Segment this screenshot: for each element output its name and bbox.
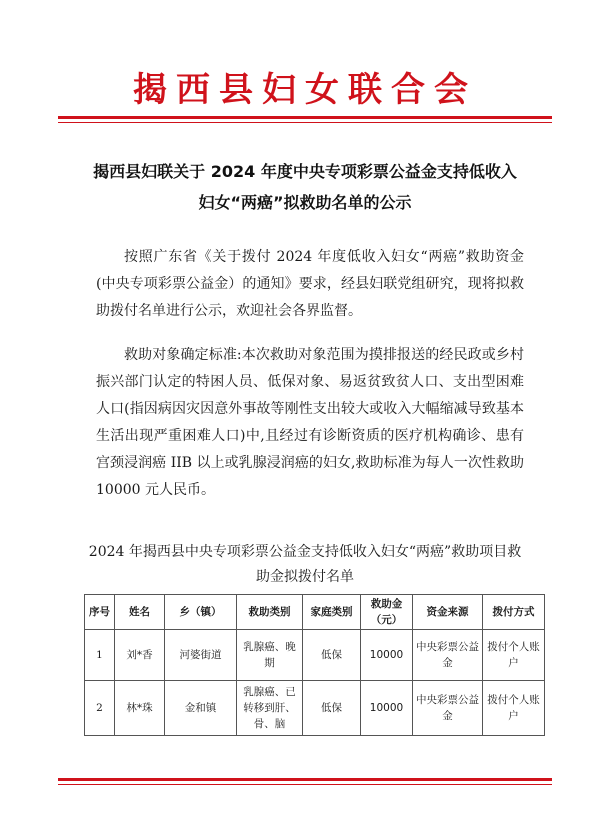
cell-payment: 拨付个人账户 — [483, 630, 545, 681]
document-title: 揭西县妇联关于 2024 年度中央专项彩票公益金支持低收入妇女“两癌”拟救助名单的公示 — [93, 162, 517, 212]
header-family-type: 家庭类别 — [303, 595, 361, 630]
cell-fund-source: 中央彩票公益金 — [413, 681, 483, 736]
header-town: 乡（镇） — [165, 595, 237, 630]
table-row — [85, 681, 545, 736]
cell-town: 金和镇 — [165, 681, 237, 736]
cell-no: 2 — [85, 681, 115, 736]
footer-divider-thin — [58, 784, 552, 785]
cell-town: 河婆街道 — [165, 630, 237, 681]
org-name-header: 揭西县妇女联合会 — [133, 70, 477, 110]
paragraph-intro: 按照广东省《关于拨付 2024 年度低收入妇女“两癌”救助资金(中央专项彩票公益金）的通知》要求，经县妇联党组研究，现将拟救助拨付名单进行公示，欢迎社会各界监督。 — [96, 249, 524, 319]
header-payment: 拨付方式 — [483, 595, 545, 630]
aid-recipient-table — [84, 594, 545, 736]
table-header-row — [85, 595, 545, 630]
header-name: 姓名 — [115, 595, 165, 630]
header-amount: 救助金（元） — [361, 595, 413, 630]
cell-amount: 10000 — [361, 681, 413, 736]
header-aid-type: 救助类别 — [237, 595, 303, 630]
cell-fund-source: 中央彩票公益金 — [413, 630, 483, 681]
cell-amount: 10000 — [361, 630, 413, 681]
paragraph-criteria: 救助对象确定标准:本次救助对象范围为摸排报送的经民政或乡村振兴部门认定的特困人员、低保对象、易返贫致贫人口、支出型困难人口(指因病因灾因意外事故等刚性支出较大或收入大幅缩减导致基本生活出现严重困难人口)中,且经过有诊断资质的医疗机构确诊、患有宫颈浸润癌 IIB 以上或乳腺浸润癌的妇女,救助标准为每人一次性救助 10000 元人民币。 — [96, 347, 524, 498]
cell-name: 林*珠 — [115, 681, 165, 736]
header-no: 序号 — [85, 595, 115, 630]
cell-aid-type: 乳腺癌、已转移到肝、骨、脑 — [237, 681, 303, 736]
cell-name: 刘*香 — [115, 630, 165, 681]
table-caption: 2024 年揭西县中央专项彩票公益金支持低收入妇女“两癌”救助项目救助金拟拨付名单 — [88, 544, 522, 585]
header-divider-thin — [58, 122, 552, 123]
header-fund-source: 资金来源 — [413, 595, 483, 630]
cell-aid-type: 乳腺癌、晚期 — [237, 630, 303, 681]
footer-divider-thick — [58, 778, 552, 781]
cell-no: 1 — [85, 630, 115, 681]
cell-family-type: 低保 — [303, 681, 361, 736]
cell-family-type: 低保 — [303, 630, 361, 681]
cell-payment: 拨付个人账户 — [483, 681, 545, 736]
table-row — [85, 630, 545, 681]
header-divider-thick — [58, 116, 552, 119]
